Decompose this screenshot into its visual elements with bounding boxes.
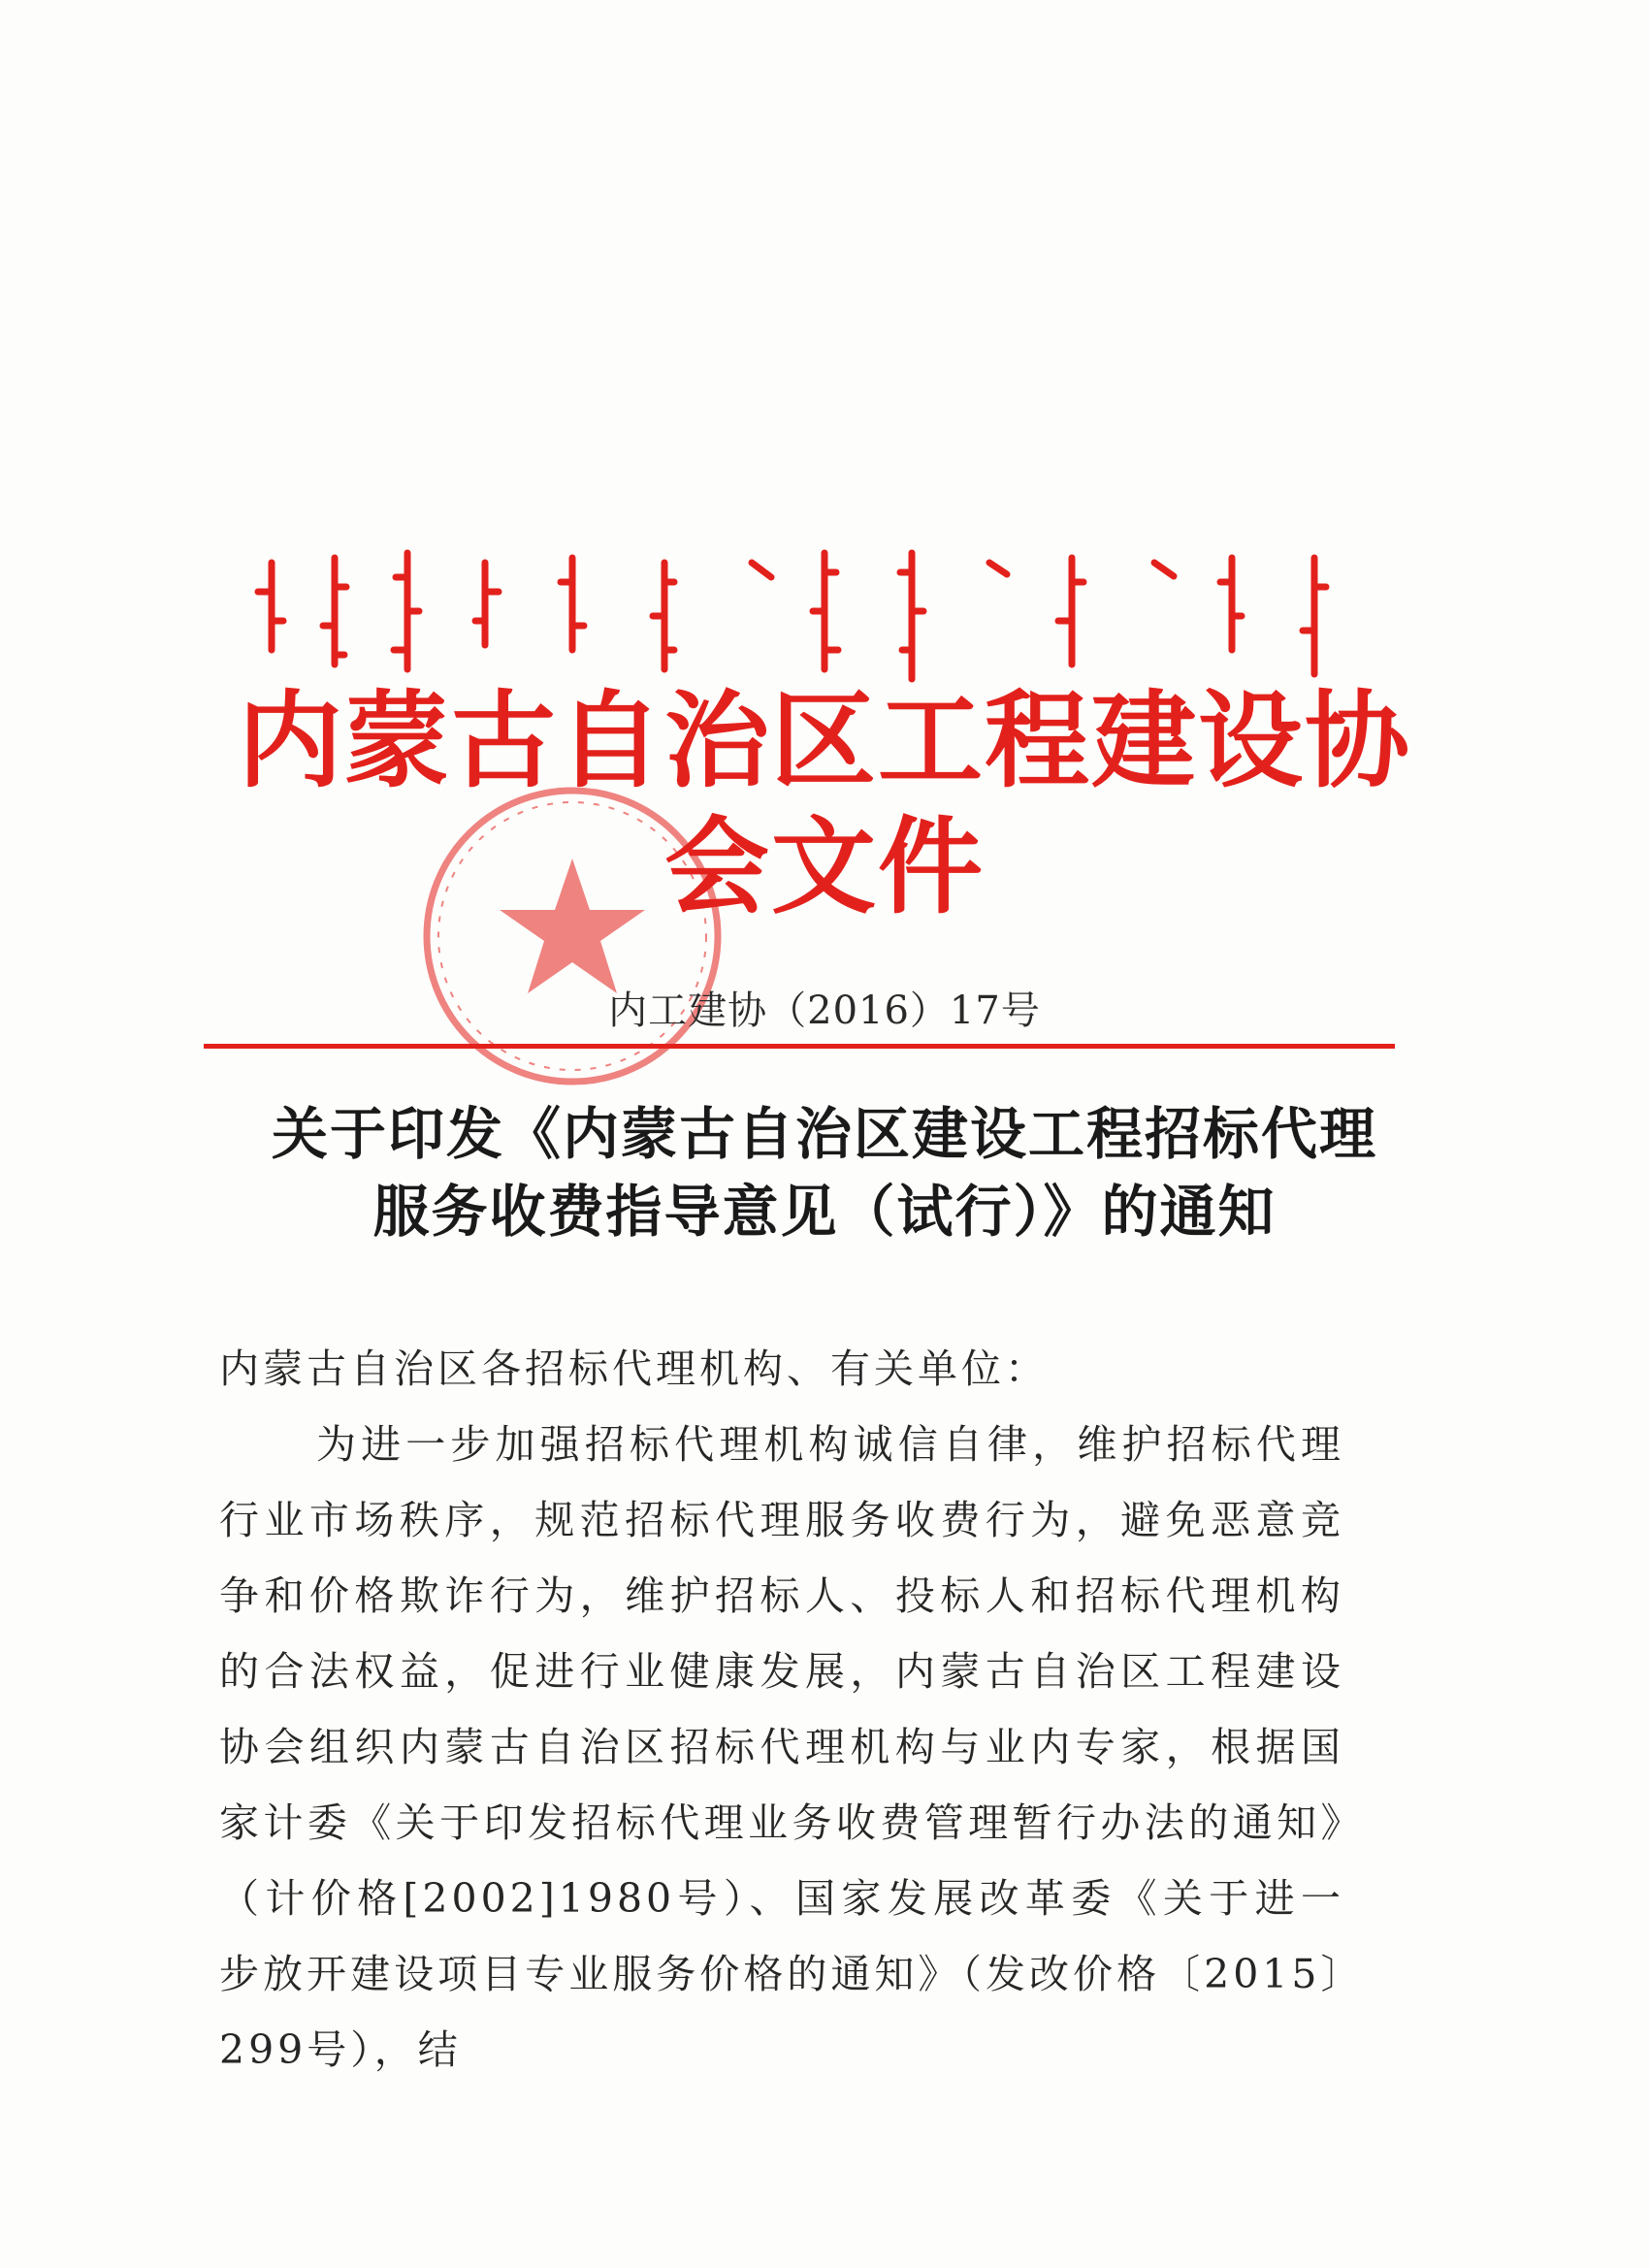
notice-title-line-2: 服务收费指导意见（试行）》的通知 xyxy=(372,1179,1277,1245)
notice-title-line-1: 关于印发《内蒙古自治区建设工程招标代理 xyxy=(271,1101,1377,1167)
salutation: 内蒙古自治区各招标代理机构、有关单位： xyxy=(219,1345,1049,1392)
header-divider xyxy=(204,1044,1395,1049)
masthead-title: 内蒙古自治区工程建设协会文件 xyxy=(237,681,1411,928)
body-paragraph: 为进一步加强招标代理机构诚信自律，维护招标代理行业市场秩序，规范招标代理服务收费行为，避免恶意竞争和价格欺诈行为，维护招标人、投标人和招标代理机构的合法权益，促进行业健康发展，内蒙古自治区工程建设协会组织内蒙古自治区招标代理机构与业内专家，根据国家计委《关于印发招标代理业务收费管理暂行办法的通知》（计价格[2002]1980号）、国家发展改革委《关于进一步放开建设项目专业服务价格的通知》（发改价格〔2015〕299号），结 xyxy=(219,1421,1344,2073)
mongolian-script-icon xyxy=(242,543,1358,698)
document-number: 内工建协（2016）17号 xyxy=(608,988,1041,1033)
